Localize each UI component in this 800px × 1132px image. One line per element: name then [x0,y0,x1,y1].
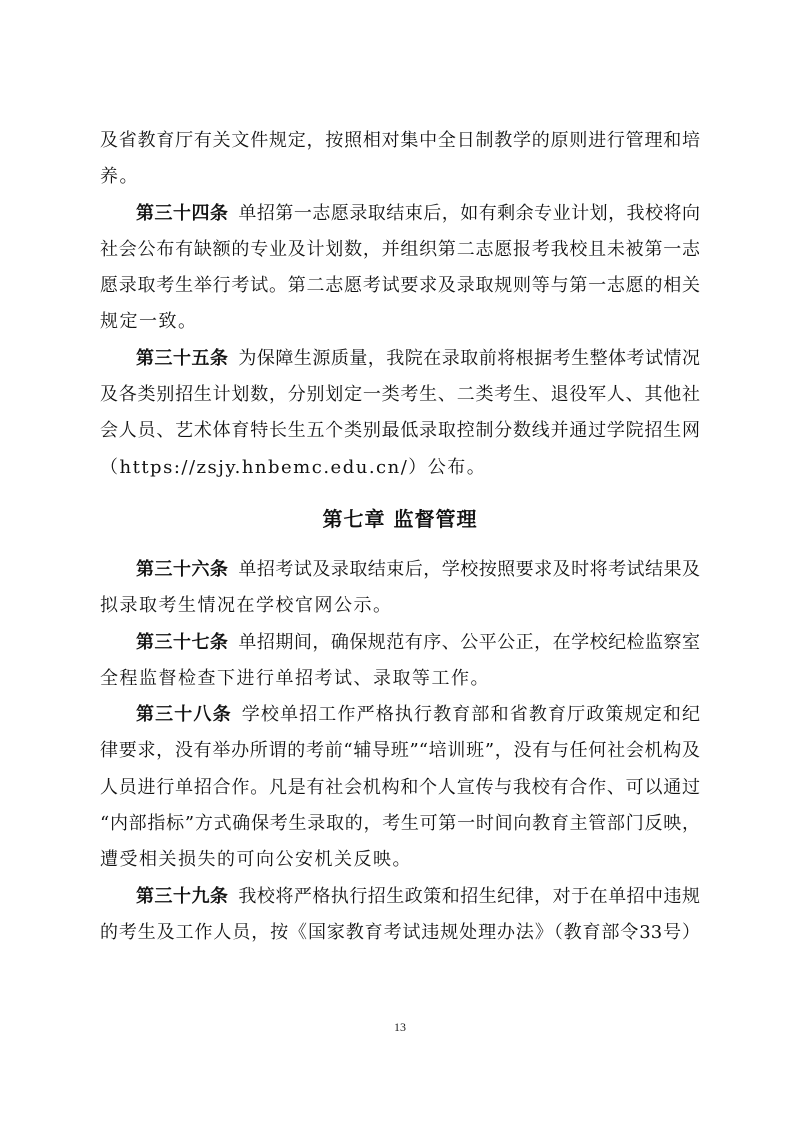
article-title: 第三十九条 [136,885,229,907]
article-title: 第三十四条 [136,202,229,224]
text-line: 会人员、艺术体育特长生五个类别最低录取控制分数线并通过学院招生网 [100,420,700,442]
paragraph-continued [100,123,700,196]
text-line: （https://zsjy.hnbemc.edu.cn/）公布。 [100,456,487,478]
article-text: 单招第一志愿录取结束后，如有剩余专业计划，我校将向 [238,202,701,224]
article-title: 第三十七条 [136,631,229,653]
text-line [100,341,700,377]
text-line [100,196,700,232]
text-line: 全程监督检查下进行单招考试、录取等工作。 [100,667,490,689]
article-39 [100,879,700,952]
text-line [100,625,700,661]
article-38 [100,697,700,878]
article-text: 单招期间，确保规范有序、公平公正，在学校纪检监察室 [238,631,701,653]
article-title: 第三十六条 [136,558,229,580]
text-line: 的考生及工作人员，按《国家教育考试违规处理办法》（教育部令33号） [100,921,700,943]
page-number: 13 [394,1020,406,1034]
article-text: 为保障生源质量，我院在录取前将根据考生整体考试情况 [238,347,701,369]
article-37 [100,625,700,698]
text-line: 规定一致。 [100,311,198,333]
document-body [100,123,700,951]
text-line: 养。 [100,166,139,188]
text-line [100,552,700,588]
article-title: 第三十八条 [136,704,232,726]
text-line: 律要求，没有举办所谓的考前“辅导班”“培训班”，没有与任何社会机构及 [100,740,700,762]
text-line: 遭受相关损失的可向公安机关反映。 [100,849,412,871]
text-line: “内部指标”方式确保考生录取的，考生可第一时间向教育主管部门反映， [100,813,700,835]
text-line: 及省教育厅有关文件规定，按照相对集中全日制教学的原则进行管理和培 [100,130,700,151]
chapter-heading: 第七章 监督管理 [322,506,478,531]
article-text: 单招考试及录取结束后，学校按照要求及时将考试结果及 [238,558,701,580]
text-line: 及各类别招生计划数，分别划定一类考生、二类考生、退役军人、其他社 [100,384,700,406]
text-line [100,697,700,733]
article-34 [100,196,700,341]
text-line: 拟录取考生情况在学校官网公示。 [100,595,393,617]
article-title: 第三十五条 [136,347,229,369]
text-line [100,879,700,915]
text-line: 人员进行单招合作。凡是有社会机构和个人宣传与我校有合作、可以通过 [100,776,700,798]
article-text: 我校将严格执行招生政策和招生纪律，对于在单招中违规 [238,885,701,907]
article-36 [100,552,700,625]
article-35 [100,341,700,486]
text-line: 社会公布有缺额的专业及计划数，并组织第二志愿报考我校且未被第一志 [100,238,700,260]
text-line: 愿录取考生举行考试。第二志愿考试要求及录取规则等与第一志愿的相关 [100,275,700,297]
article-text: 学校单招工作严格执行教育部和省教育厅政策规定和纪 [241,704,701,726]
